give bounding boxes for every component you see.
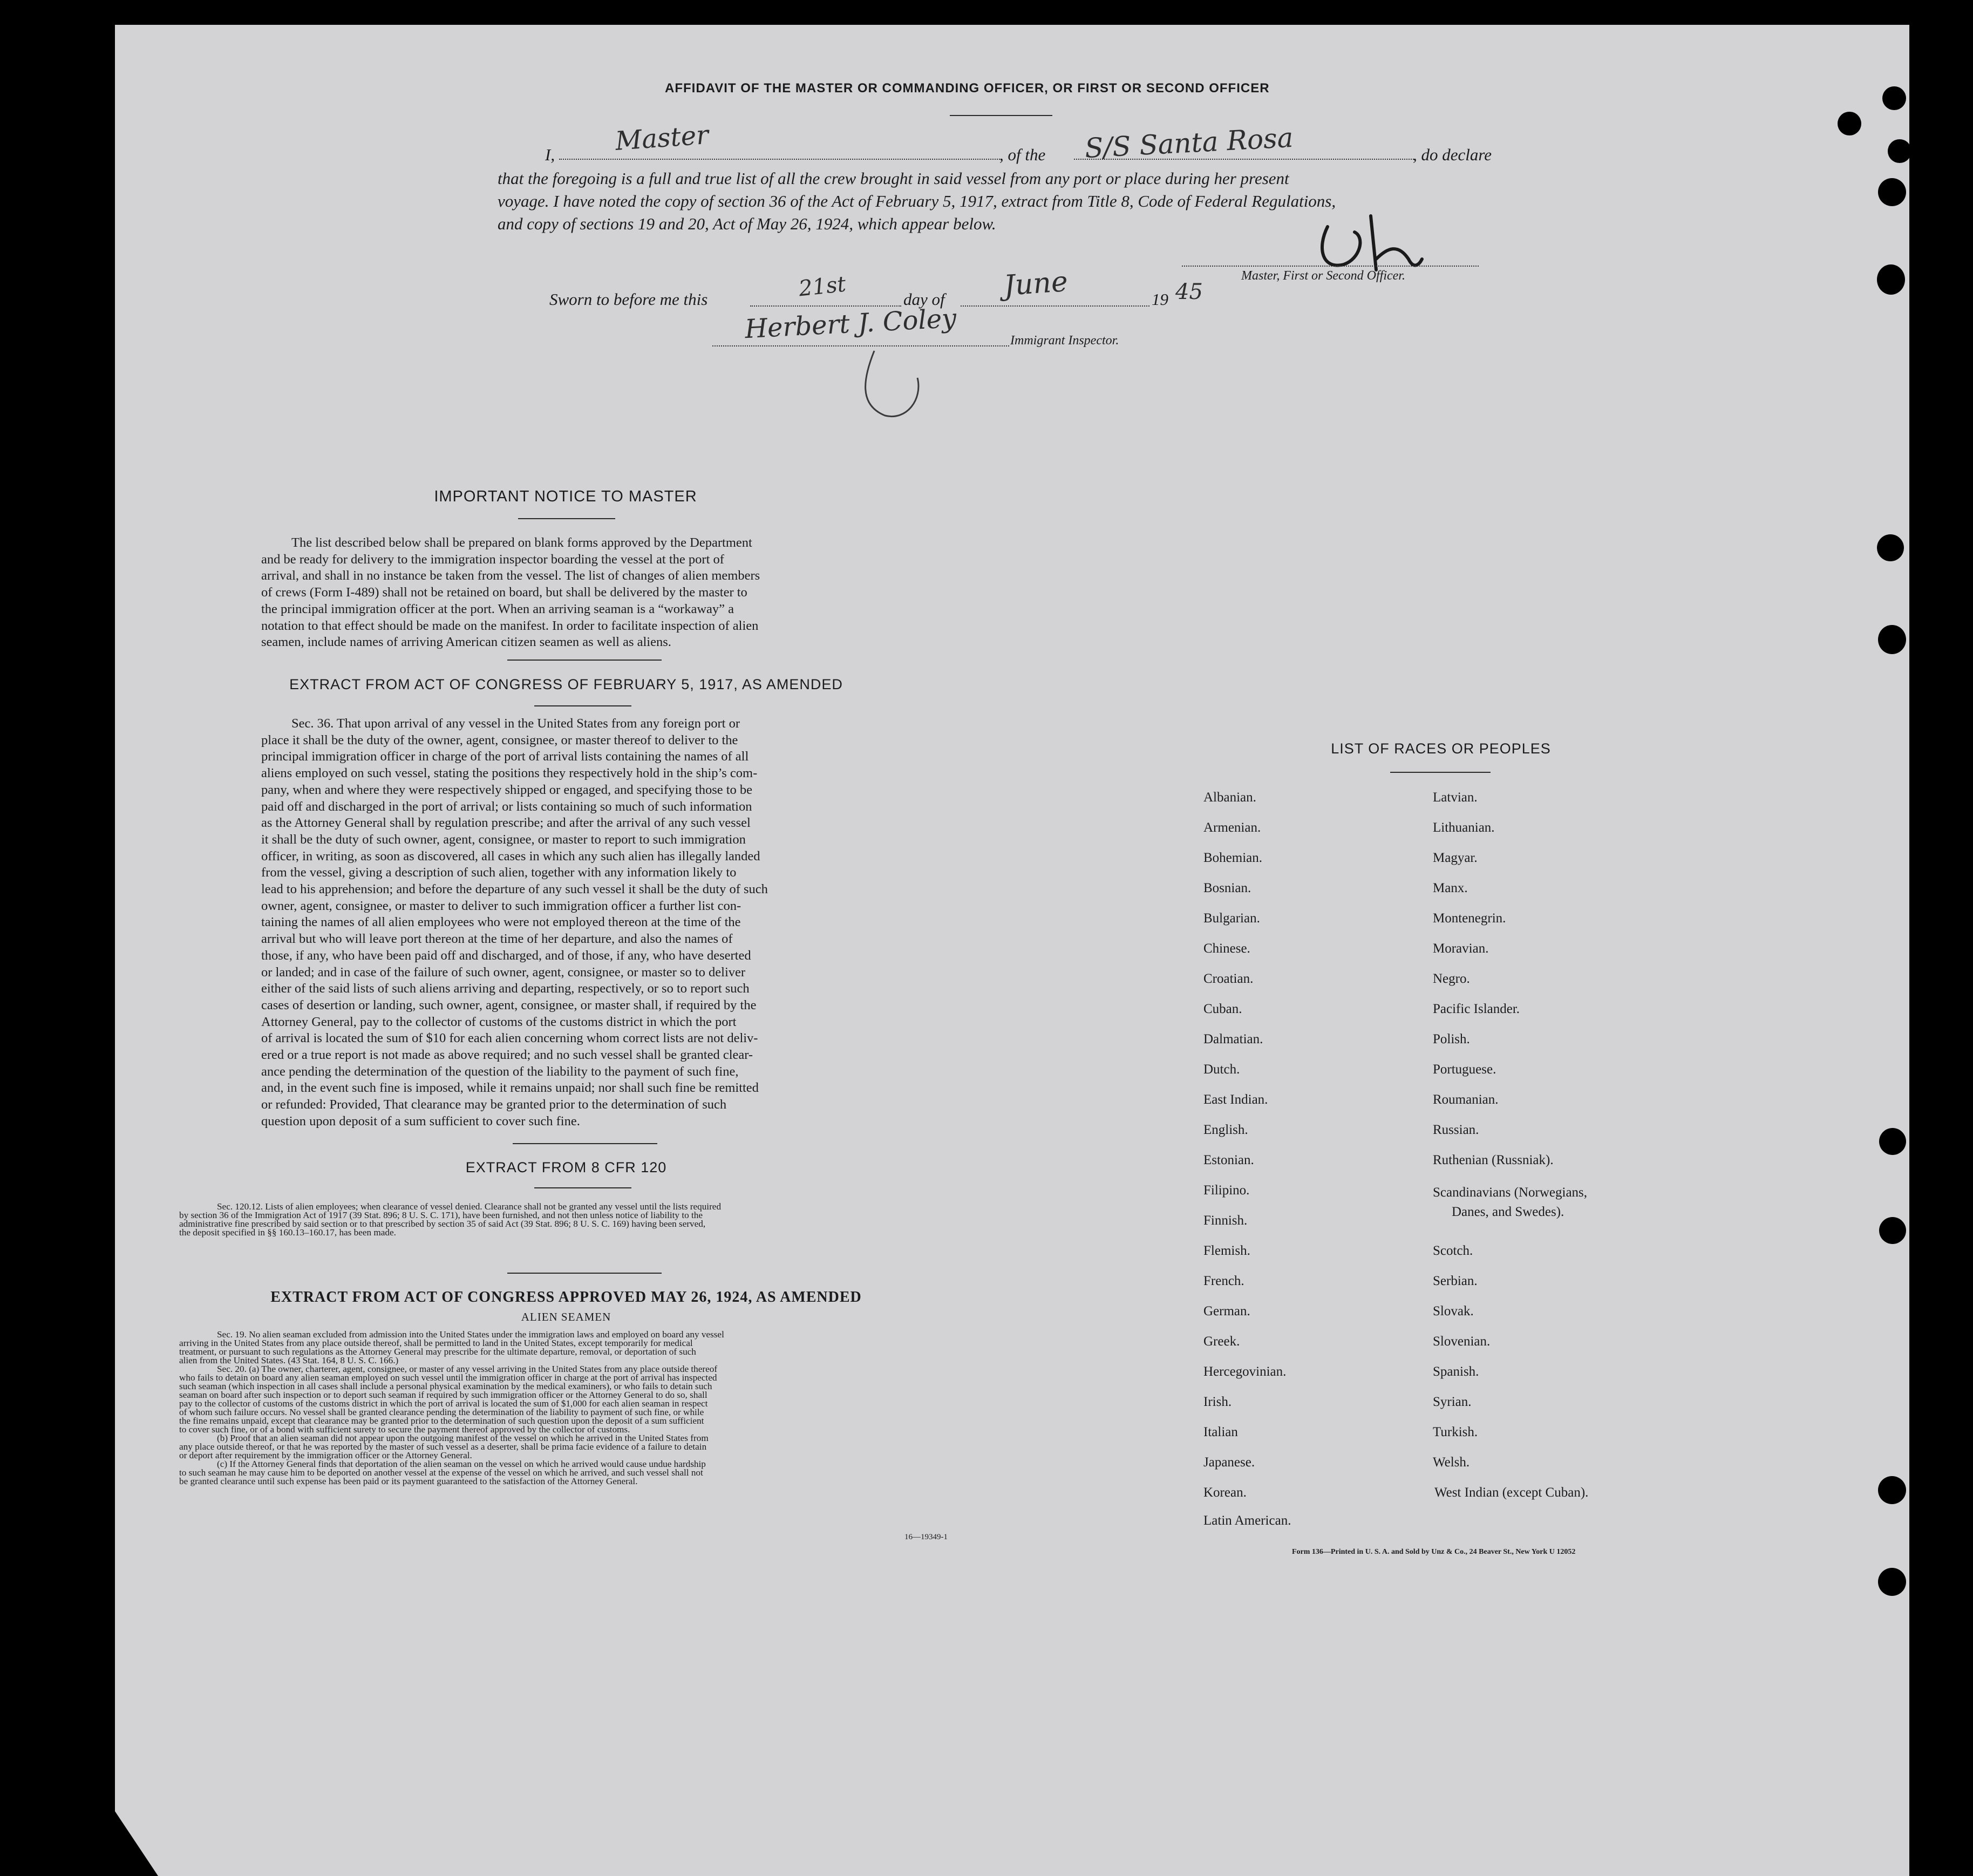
race-item: Polish. [1433,1032,1470,1046]
race-item: Dalmatian. [1203,1032,1263,1046]
race-item: Latin American. [1203,1513,1291,1528]
cfr-title: EXTRACT FROM 8 CFR 120 [465,1159,667,1175]
handwritten-rank: Master [614,120,710,157]
do-declare-label: , do declare [1413,145,1492,164]
race-item: Italian [1203,1425,1238,1439]
race-item: Filipino. [1203,1183,1250,1198]
inspector-signature-flourish [842,345,950,426]
extract-1924-title: EXTRACT FROM ACT OF CONGRESS APPROVED MAY 26, 1924, AS AMENDED [270,1289,862,1306]
binder-hole [1882,86,1906,110]
race-item: Cuban. [1203,1002,1242,1016]
form-number: 16—19349-1 [904,1533,948,1541]
day-of-label: day of [903,290,945,309]
race-item: Bohemian. [1203,851,1263,865]
race-item: East Indian. [1203,1092,1268,1107]
divider [1390,772,1491,773]
handwritten-vessel: S/S Santa Rosa [1084,121,1294,165]
race-item: Japanese. [1203,1455,1255,1470]
of-the-label: , of the [999,145,1046,164]
race-item: West Indian (except Cuban). [1434,1485,1589,1500]
binder-hole [1838,112,1861,135]
binder-hole [1888,139,1911,163]
race-item: Turkish. [1433,1425,1478,1439]
race-item: Flemish. [1203,1243,1250,1258]
race-item: Moravian. [1433,941,1489,956]
race-item: Irish. [1203,1395,1232,1409]
race-item: Greek. [1203,1334,1240,1349]
race-item: Hercegovinian. [1203,1364,1287,1379]
race-item: Estonian. [1203,1153,1254,1167]
race-item: Bulgarian. [1203,911,1260,926]
binder-hole [1877,264,1905,295]
sworn-label: Sworn to before me this [549,290,708,309]
race-item: Scotch. [1433,1243,1473,1258]
race-item: Scandinavians (Norwegians, [1433,1185,1588,1200]
month-line [961,305,1149,307]
race-item: Spanish. [1433,1364,1479,1379]
handwritten-year: 45 [1175,280,1203,304]
extract-1917-text: Sec. 36. That upon arrival of any vessel in the United States from any foreign port or place it shall be the duty of the owner, agent, consignee, or master thereof to deliver to the principal immigration officer in charge of the port of arrival lists containing the names of all aliens employed on such vessel, stating the positions they respectively hold in the ship’s com- pany, when and where they were respectively shipped or engaged, and specifying those to be paid off and discharged in the port of arrival; or lists containing so much of such information as the Attorney General shall by regulation prescribe; and after the arrival of any such vessel it shall be the duty of such owner, agent, consignee, or master to report to such immigration officer, in writing, as soon as discovered, all cases in which any such alien has illegally landed from the vessel, giving a description of such alien, together with any information likely to lead to his apprehension; and before the departure of any such vessel it shall be the duty of such owner, agent, consignee, or master to deliver to such immigration officer a further list con- taining the names of all alien employees who were not employed thereon at the time of the arrival but who will leave port thereon at the time of her departure, and also the names of those, if any, who have been paid off and discharged, and of those, if any, who have deserted or landed; and in case of the failure of such owner, agent, consignee, or master so to deliver either of the said lists of such aliens arriving and departing, respectively, or so to report such cases of desertion or landing, such owner, agent, consignee, or master shall, if required by the Attorney General, pay to the collector of customs of the customs district in which the port of arrival is located the sum of $10 for each alien concerning whom correct lists are not deliv- ered or a true report is not made as above required; and no such vessel shall be granted clear- ance pending the determination of the question of the liability to the payment of such fine, and, in the event such fine is imposed, while it remains unpaid; nor shall such fine be remitted or refunded: Provided, That clearance may be granted prior to the determination of such question upon deposit of a sum sufficient to cover such fine. [261,716,768,1129]
race-item: Serbian. [1433,1274,1478,1288]
affidavit-title: AFFIDAVIT OF THE MASTER OR COMMANDING OFFICER, OR FIRST OR SECOND OFFICER [665,81,1270,96]
race-item: Danes, and Swedes). [1452,1205,1564,1219]
divider [534,1187,631,1188]
race-item: Dutch. [1203,1062,1240,1077]
binder-hole [1877,534,1904,561]
race-item: Armenian. [1203,820,1261,835]
printer-footer: Form 136—Printed in U. S. A. and Sold by Unz & Co., 24 Beaver St., New York U 12052 [1292,1548,1576,1556]
race-item: Montenegrin. [1433,911,1506,926]
notice-title: IMPORTANT NOTICE TO MASTER [434,488,697,505]
master-signature-line [1182,266,1479,267]
extract-1924-subtitle: ALIEN SEAMEN [521,1310,611,1323]
i-label: I, [545,145,555,164]
notice-text: The list described below shall be prepared on blank forms approved by the Department and be ready for delivery to the immigration inspector boarding the vessel at the port of arrival, and shall in no instance be taken from the vessel. The list of changes of alien members of crews (Form I-489) shall not be retained on board, but shall be delivered by the master to the principal immigration officer at the port. When an arriving seaman is a “workaway” a notation to that effect should be made on the manifest. In order to facilitate inspection of alien seamen, include names of arriving American citizen seamen as well as aliens. [261,535,760,650]
inspector-signature-line [712,345,1009,346]
inspector-signature: Herbert J. Coley [744,303,957,345]
year-prefix: 19 [1152,290,1168,309]
divider [507,1273,662,1274]
race-item: Slovenian. [1433,1334,1491,1349]
declaration-line: and copy of sections 19 and 20, Act of May 26, 1924, which appear below. [498,214,996,233]
binder-hole [1879,1128,1906,1155]
divider [518,518,615,519]
binder-hole [1878,1568,1906,1596]
declaration-line: voyage. I have noted the copy of section 36 of the Act of February 5, 1917, extract from Title 8, Code of Federal Regulations, [498,192,1336,210]
race-item: Magyar. [1433,851,1478,865]
race-item: Syrian. [1433,1395,1472,1409]
extract-1917-title: EXTRACT FROM ACT OF CONGRESS OF FEBRUARY 5, 1917, AS AMENDED [289,676,843,692]
binder-hole [1878,1476,1906,1504]
races-title: LIST OF RACES OR PEOPLES [1331,740,1551,757]
divider [534,705,631,706]
race-item: Portuguese. [1433,1062,1496,1077]
race-item: Russian. [1433,1123,1479,1137]
race-item: English. [1203,1123,1248,1137]
handwritten-month: June [1003,265,1069,303]
inspector-label: Immigrant Inspector. [1010,334,1119,348]
day-line [750,305,901,307]
race-item: Negro. [1433,971,1470,986]
race-item: Welsh. [1433,1455,1470,1470]
race-item: Finnish. [1203,1213,1248,1228]
race-item: Slovak. [1433,1304,1474,1318]
race-item: Pacific Islander. [1433,1002,1520,1016]
binder-hole [1879,1217,1906,1244]
cfr-text: Sec. 120.12. Lists of alien employees; when clearance of vessel denied. Clearance shall not be granted any vessel until the lists required by section 36 of the Immigration Act of 1917 (39 Stat. 896; 8 U. S. C. 171), have been furnished, and not then unless notice of liability to the administrative fine prescribed by said section or to that prescribed by section 35 of said Act (39 Stat. 896; 8 U. S. C. 169) having been served, the deposit specified in §§ 160.13–160.17, has been made. [179,1201,722,1238]
race-item: Korean. [1203,1485,1247,1500]
race-item: Chinese. [1203,941,1250,956]
race-item: Bosnian. [1203,881,1251,895]
declaration-line: that the foregoing is a full and true list of all the crew brought in said vessel from any port or place during her present [498,169,1289,188]
race-item: Croatian. [1203,971,1254,986]
master-signature-label: Master, First or Second Officer. [1241,269,1405,283]
race-item: Manx. [1433,881,1468,895]
extract-1924-text: Sec. 19. No alien seaman excluded from admission into the United States under the immigration laws and employed on board any vessel arriving in the United States from any place outside thereof, shall be permitted to land in the United States, except temporarily for medical treatment, or pursuant to such regulations as the Attorney General may prescribe for the ultimate departure, removal, or deportation of such alien from the United States. (43 Stat. 164, 8 U. S. C. 166.) Sec. 20. (a) The owner, charterer, agent, consignee, or master of any vessel arriving in the United States from any place outside thereof who fails to detain on board any alien seaman employed on such vessel until the immigration officer in charge at the port of arrival has inspected such seaman (which inspection in all cases shall include a personal physical examination by the medical examiners), or who fails to detain such seaman on board after such inspection or to deport such seaman if required by such immigration officer or the Attorney General to do so, shall pay to the collector of customs of the customs district in which the port of arrival is located the sum of $1,000 for each alien seaman in respect of whom such failure occurs. No vessel shall be granted clearance pending the determination of the liability to payment of such fine, or while the fine remains unpaid, except that clearance may be granted prior to the determination of such question upon the deposit of a sum sufficient to cover such fine, or of a bond with sufficient surety to secure the payment thereof approved by the collector of customs. (b) Proof that an alien seaman did not appear upon the outgoing manifest of the vessel on which he arrived in the United States from any place outside thereof, or that he was reported by the master of such vessel as a deserter, shall be prima facie evidence of a failure to detain or deport after requirement by the immigration officer or the Attorney General. (c) If the Attorney General finds that deportation of the alien seaman on the vessel on which he arrived would cause undue hardship to such seaman he may cause him to be deported on another vessel at the expense of the vessel on which he arrived, and such vessel shall not be granted clearance until such expense has been paid or its payment guaranteed to the satisfaction of the Attorney General. [179,1329,724,1486]
master-signature [1306,194,1435,275]
race-item: Albanian. [1203,790,1256,805]
divider [950,115,1052,116]
race-item: Latvian. [1433,790,1478,805]
race-item: Ruthenian (Russniak). [1433,1153,1554,1167]
handwritten-day: 21st [797,271,847,302]
race-item: German. [1203,1304,1250,1318]
binder-hole [1878,625,1906,654]
divider [507,660,662,661]
race-item: Lithuanian. [1433,820,1495,835]
name-line [559,159,1002,160]
race-item: Roumanian. [1433,1092,1499,1107]
race-item: French. [1203,1274,1244,1288]
divider [513,1143,657,1144]
binder-hole [1878,178,1906,206]
